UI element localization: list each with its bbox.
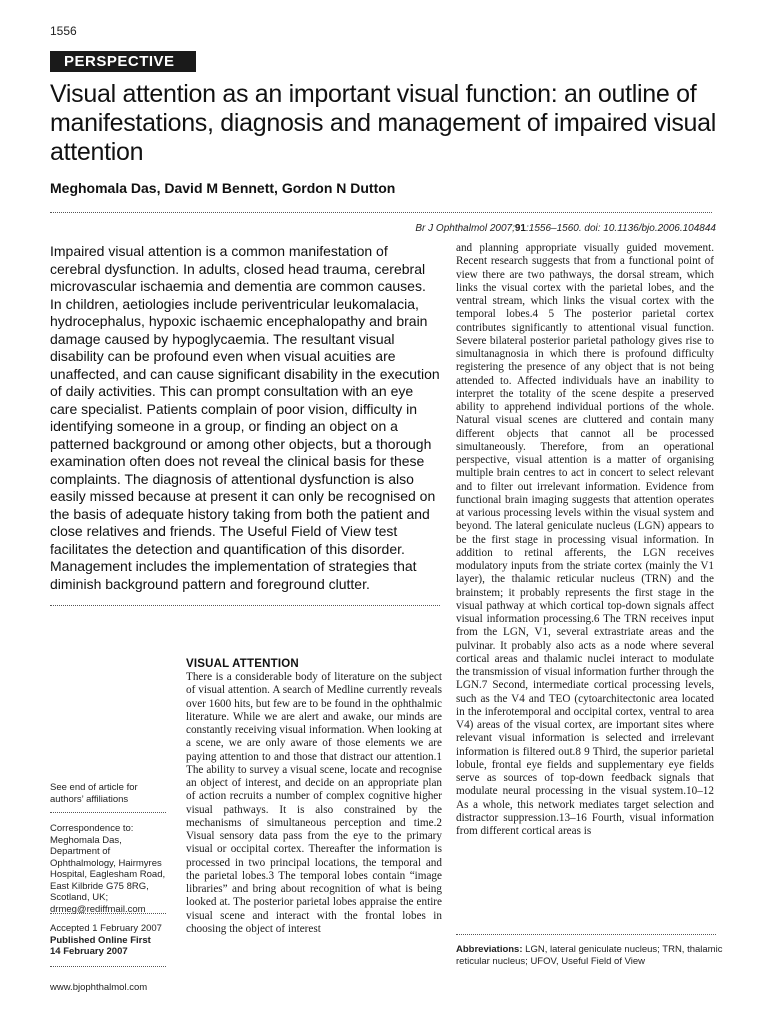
author-list: Meghomala Das, David M Bennett, Gordon N Dutton (50, 180, 396, 196)
abstract: Impaired visual attention is a common manifestation of cerebral dysfunction. In adults, closed head trauma, cerebral microvascular ischaemia and dementia are common causes. In children, aetiologies include periventricular leukomalacia, hydrocephalus, hypoxic ischaemic encephalopathy and brain damage caused by hypoglycaemia. The resultant visual disability can be profound even when visual acuities are unaffected, and can cause significant disability in the execution of daily activities. This can prompt consultation with an eye care specialist. Patients complain of poor vision, difficulty in identifying someone in a group, or finding an object on a patterned background or among other objects, but a thorough examination often does not reveal the clinical basis for these complaints. The diagnosis of attentional dysfunction is also easily missed because at present it can only be recognised on the basis of adequate history taking from both the patient and close relatives and friends. The Useful Field of View test facilitates the detection and quantification of this disorder. Management includes the implementation of strategies that diminish background pattern and foreground clutter. (50, 243, 440, 592)
page-number: 1556 (50, 24, 77, 38)
body-column-2: and planning appropriate visually guided movement. Recent research suggests that from a functional point of view there are two pathways, the dorsal stream, which links the visual cortex with the parietal lobes, and the ventral stream, which links the visual cortex with the temporal lobes.4 5 The posterior parietal cortex contributes significantly to attentional visual function. Severe bilateral posterior parietal pathology gives rise to simultanagnosia in which there is profound difficulty registering the presence of any object that is not being attended to. Affected individuals have an inability to interpret the totality of the scene despite a preserved ability to apprehend individual portions of the whole. Natural visual scenes are cluttered and contain many different objects that cannot all be processed simultaneously. Therefore, from an operational perspective, visual attention is a matter of organising multiple brain centres to act in concert to select relevant and to filter out irrelevant information. Evidence from functional brain imaging suggests that attention operates at various processing levels within the visual system and beyond. The lateral geniculate nucleus (LGN) appears to be the first stage in processing visual information. In addition to retinal afferents, the LGN receives modulatory inputs from the striate cortex (mainly the V1 layer), the thalamic reticular nucleus (TRN) and the brainstem; it probably represents the first stage in the visual pathway at which cortical top-down signals affect visual information processing.6 The TRN receives input from the LGN, V1, several extrastriate areas and the pulvinar. It probably also acts as a node where several cortical areas and thalamic nuclei interact to modulate the transmission of visual information further through the LGN.7 Second, intermediate cortical processing levels, such as the V4 and TEO (cytoarchitectonic area located in the inferotemporal and occipital cortex, ventral to area V4) areas of the visual cortex, are important sites where relevant visual information is selected and irrelevant information is filtered out.8 9 Third, the superior parietal lobule, frontal eye fields and supplementary eye fields serve as sources of top-down feedback signals that modulate neural processing in the visual system.10–12 As a whole, this network mediates target selection and distractor suppression.13–16 Fourth, visual information from different cortical areas is (456, 242, 714, 837)
header-divider (50, 212, 712, 213)
article-title: Visual attention as an important visual function: an outline of manifestations, diagnosis and management of impaired visual attention (50, 80, 717, 166)
abbreviations-label: Abbreviations: (456, 944, 523, 955)
abbreviations-text: LGN, lateral geniculate nucleus; TRN, thalamic reticular nucleus; UFOV, Useful Field of View (456, 944, 723, 967)
body-column-1: There is a considerable body of literature on the subject of visual attention. A search of Medline currently reveals over 1600 hits, but few are to be found in the ophthalmic literature. While we are alert and awake, our minds are constantly receiving visual information. When looking at a scene, we are only aware of those elements we are paying attention to and those that distract our attention.1 The ability to survey a visual scene, locate and recognise an object of interest, and decide on an appropriate plan of action recruits a number of complex cognitive higher visual pathways. It is also constrained by the mechanisms of simultaneous perception and time.2 Visual sensory data pass from the eye to the primary visual or occipital cortex. Thereafter the information is processed in two principal locations, the temporal and the parietal lobes.3 The temporal lobes contain “image libraries” and bring about recognition of what is being looked at. The posterior parietal lobes appraise the entire visual scene and interact with the frontal lobes in choosing the object of interest (186, 671, 442, 935)
journal-url[interactable]: www.bjophthalmol.com (50, 982, 148, 993)
sidebar-published-date: 14 February 2007 (50, 946, 128, 957)
sidebar-affiliations: See end of article for authors’ affiliations (50, 782, 138, 805)
citation-volume: 91 (514, 223, 526, 234)
abbreviations-box (456, 944, 726, 968)
sidebar-published-online: Published Online First (50, 935, 151, 946)
sidebar-correspondence: Correspondence to: Meghomala Das, Department of Ophthalmology, Hairmyres Hospital, Eaglesham Road, East Kilbride G75 8RG, Scotland, UK; drmeg@rediffmail.com (50, 823, 166, 915)
sidebar-divider-2 (50, 913, 166, 914)
citation-year: 2007; (489, 223, 515, 234)
sidebar-divider-3 (50, 966, 166, 967)
citation (415, 223, 716, 234)
section-heading: VISUAL ATTENTION (186, 658, 299, 670)
citation-journal: Br J Ophthalmol (415, 223, 488, 234)
section-label: PERSPECTIVE (50, 51, 196, 72)
sidebar-divider-1 (50, 812, 166, 813)
abbreviations-divider (456, 934, 716, 935)
abstract-divider (50, 605, 440, 606)
sidebar-accepted: Accepted 1 February 2007 (50, 923, 162, 934)
citation-rest: :1556–1560. doi: 10.1136/bjo.2006.104844 (526, 223, 716, 234)
